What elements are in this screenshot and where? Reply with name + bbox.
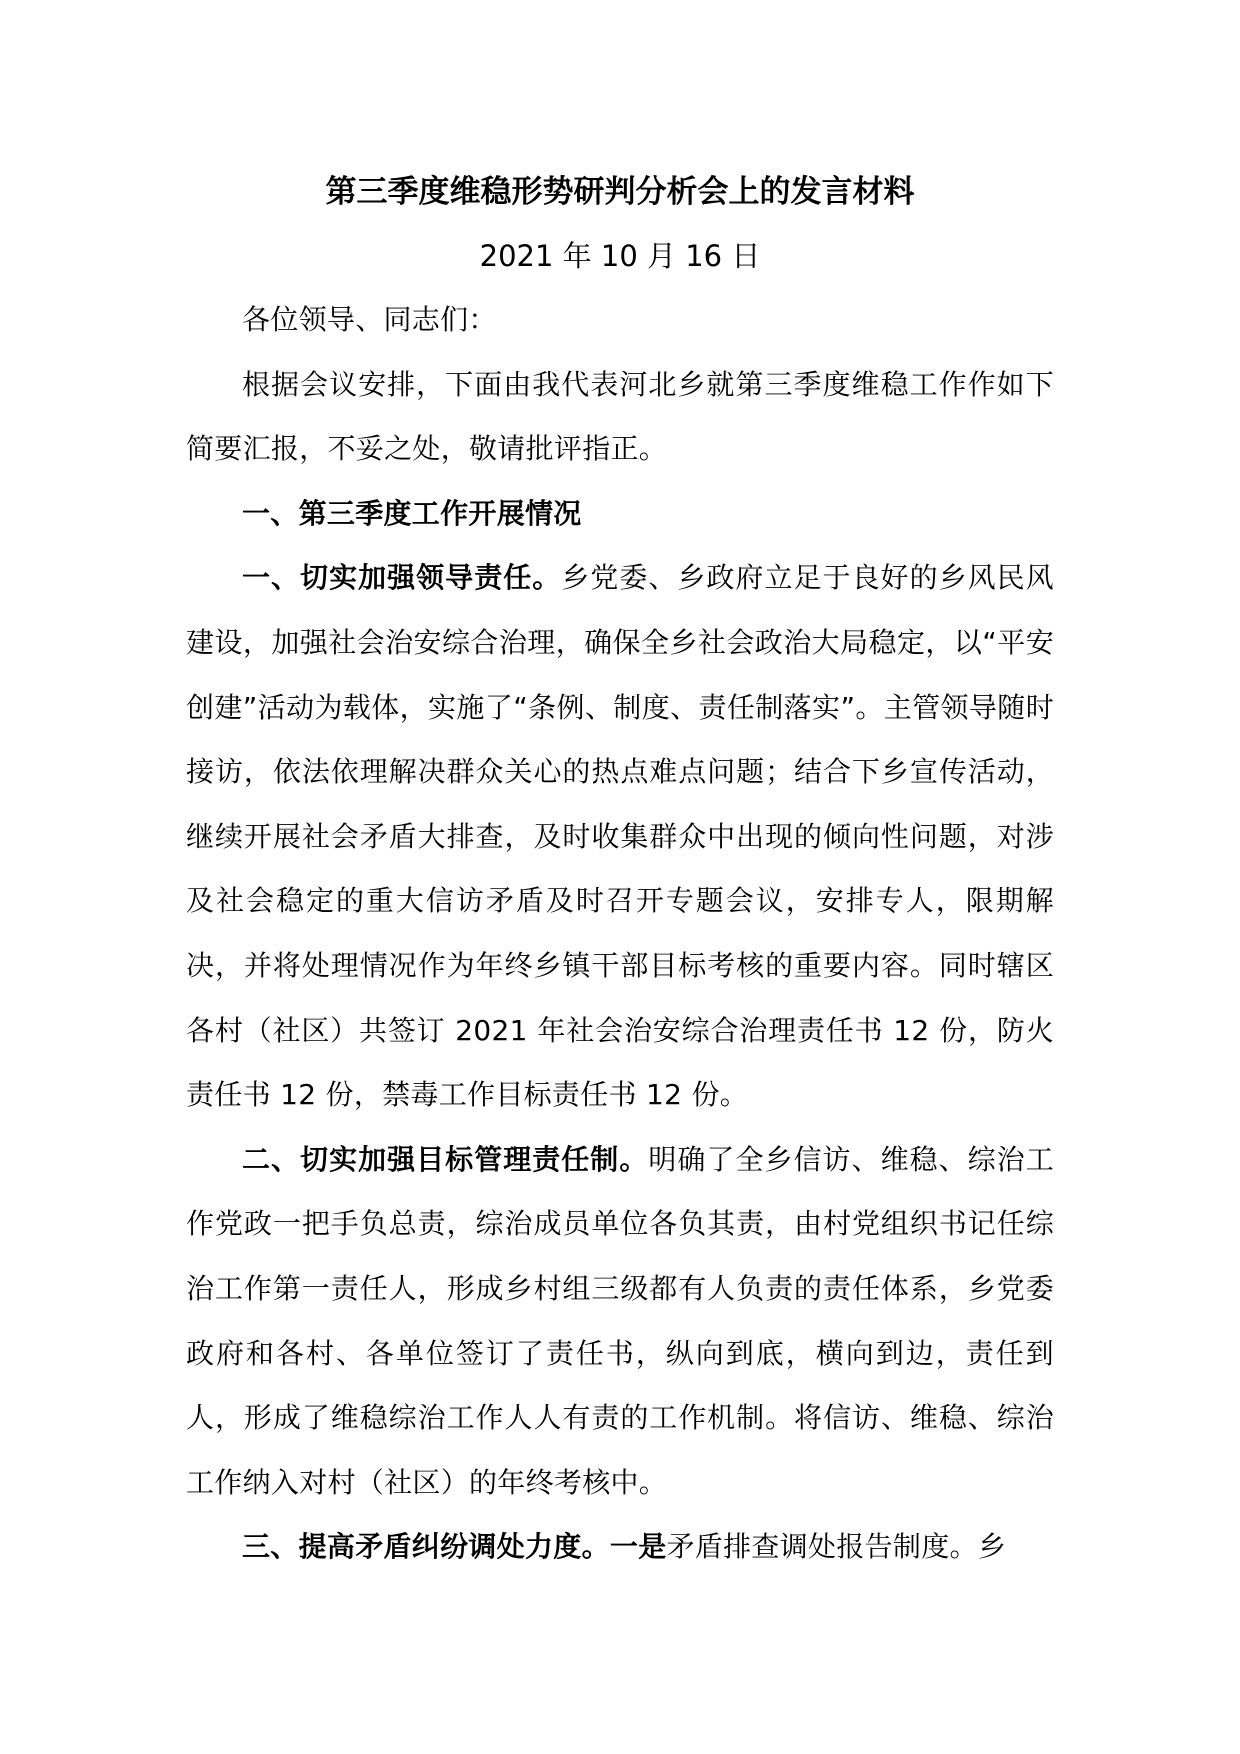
document-date: 2021 年 10 月 16 日 [479, 239, 761, 273]
item-1-heading: 一、切实加强领导责任。 [242, 561, 562, 595]
document-title: 第三季度维稳形势研判分析会上的发言材料 [325, 174, 915, 210]
item-3-paragraph [186, 1515, 1054, 1580]
document-page [186, 160, 1054, 1580]
item-3-body: 矛盾排查调处报告制度。乡 [666, 1530, 1007, 1564]
item-3-sub-heading: 一是 [609, 1530, 667, 1564]
item-1-paragraph [186, 546, 1054, 1127]
item-3-heading: 三、提高矛盾纠纷调处力度。 [242, 1530, 610, 1564]
salutation: 各位领导、同志们： [242, 303, 497, 336]
intro-paragraph: 根据会议安排，下面由我代表河北乡就第三季度维稳工作作如下简要汇报，不妥之处，敬请批评指正。 [186, 367, 1054, 466]
item-2-heading: 二、切实加强目标管理责任制。 [242, 1142, 649, 1176]
item-2-paragraph [186, 1128, 1054, 1516]
section-heading: 一、第三季度工作开展情况 [242, 496, 582, 530]
item-1-body: 乡党委、乡政府立足于良好的乡风民风建设，加强社会治安综合治理，确保全乡社会政治大局稳定，以“平安创建”活动为载体，实施了“条例、制度、责任制落实”。主管领导随时接访，依法依理解决群众关心的热点难点问题；结合下乡宣传活动，继续开展社会矛盾大排查，及时收集群众中出现的倾向性问题，对涉及社会稳定的重大信访矛盾及时召开专题会议，安排专人，限期解决，并将处理情况作为年终乡镇干部目标考核的重要内容。同时辖区各村（社区）共签订 2021 年社会治安综合治理责任书 12 份，防火责任书 12 份，禁毒工作目标责任书 12 份。 [186, 561, 1054, 1112]
item-2-body: 明确了全乡信访、维稳、综治工作党政一把手负总责，综治成员单位各负其责，由村党组织书记任综治工作第一责任人，形成乡村组三级都有人负责的责任体系，乡党委政府和各村、各单位签订了责任书，纵向到底，横向到边，责任到人，形成了维稳综治工作人人有责的工作机制。将信访、维稳、综治工作纳入对村（社区）的年终考核中。 [186, 1142, 1055, 1499]
